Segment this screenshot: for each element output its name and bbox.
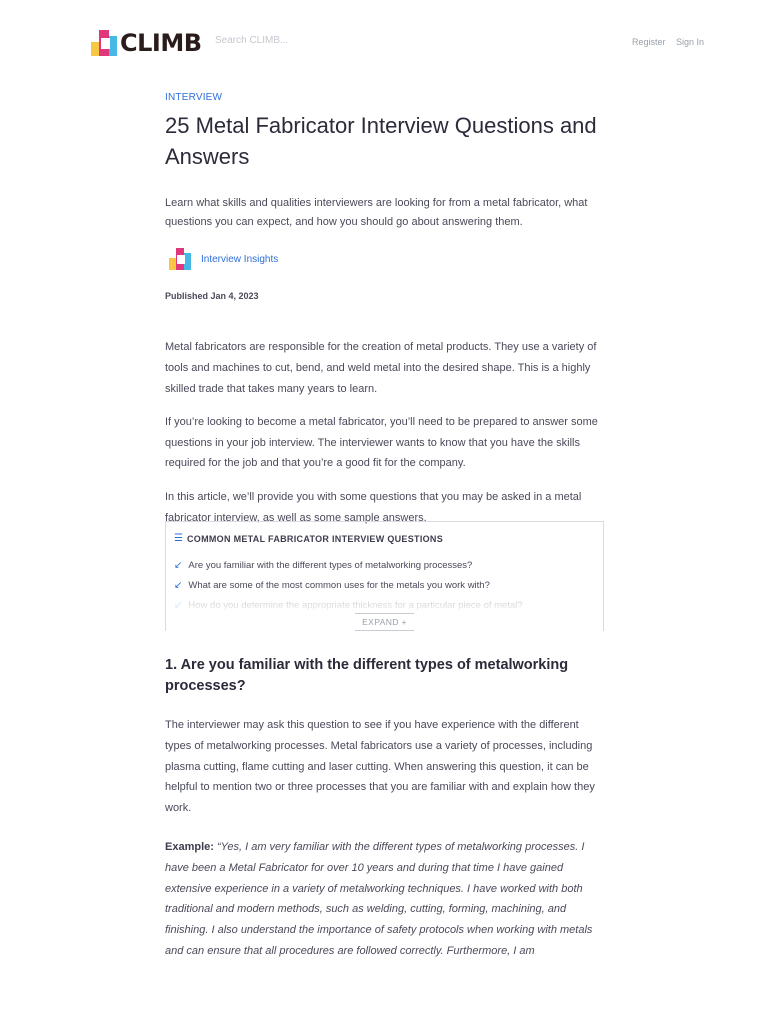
page-title: 25 Metal Fabricator Interview Questions and Answers <box>165 113 597 169</box>
example-label: Example: <box>165 840 214 853</box>
question-section <box>165 655 605 962</box>
list-icon: ☰ <box>174 533 183 544</box>
article-lede: Learn what skills and qualities interviewers are looking for from a metal fabricator, what questions you can expect, and how you should go about answering them. <box>165 197 588 228</box>
published-date: Published Jan 4, 2023 <box>165 291 259 301</box>
article <box>165 92 605 541</box>
toc-item-label: Are you familiar with the different types of metalworking processes? <box>188 559 473 571</box>
example-answer <box>165 837 605 962</box>
toc-header <box>174 533 443 544</box>
arrow-down-left-icon: ↙ <box>174 559 183 571</box>
author-avatar-icon <box>169 248 191 270</box>
category-link[interactable]: INTERVIEW <box>165 92 223 103</box>
question-heading: 1. Are you familiar with the different types of metalworking processes? <box>165 657 569 694</box>
site-header <box>0 0 768 80</box>
author-byline <box>165 248 605 270</box>
arrow-down-left-icon: ↙ <box>174 579 183 591</box>
toc-item-label: What are some of the most common uses for the metals you work with? <box>188 579 490 591</box>
toc-item[interactable] <box>174 555 523 575</box>
example-text: “Yes, I am very familiar with the different types of metalworking processes. I have been a Metal Fabricator for over 10 years and during that time I have gained extensive experience in a variety of metalworking techniques. I have worked with both traditional and modern methods, such as welding, cutting, forming, machining, and finishing. I also understand the importance of safety protocols when working with metals and can ensure that all procedures are followed correctly. Furthermore, I am <box>165 840 593 957</box>
intro-paragraph: In this article, we’ll provide you with some questions that you may be asked in a metal fabricator interview, as well as some sample answers. <box>165 490 582 524</box>
register-link[interactable]: Register <box>631 37 666 47</box>
intro-paragraph: If you’re looking to become a metal fabricator, you’ll need to be prepared to answer some questions in your job interview. The interviewer wants to know that you have the skills required for the job and that you’re a good fit for the company. <box>165 415 598 470</box>
toc-item[interactable] <box>174 575 523 595</box>
article-intro <box>165 337 605 528</box>
auth-links <box>624 37 704 47</box>
search-input[interactable]: Search CLIMB... <box>215 35 289 46</box>
question-explanation: The interviewer may ask this question to see if you have experience with the different types of metalworking processes. Metal fabricators use a variety of processes, including plasma cutting, flame cutting and laser cutting. When answering this question, it can be helpful to mention two or three processes that you are familiar with and explain how they work. <box>165 719 595 815</box>
intro-paragraph: Metal fabricators are responsible for the creation of metal products. They use a variety of tools and machines to cut, bend, and weld metal into the desired shape. This is a highly skilled trade that takes many years to learn. <box>165 341 597 395</box>
toc-title: COMMON METAL FABRICATOR INTERVIEW QUESTIONS <box>186 533 444 544</box>
expand-button[interactable]: EXPAND + <box>355 613 414 631</box>
climb-logo-icon <box>91 30 117 56</box>
climb-logo[interactable] <box>91 29 202 57</box>
logo-text: CLIMB <box>120 29 202 57</box>
sign-in-link[interactable]: Sign In <box>675 37 704 47</box>
author-link[interactable]: Interview Insights <box>201 253 279 265</box>
